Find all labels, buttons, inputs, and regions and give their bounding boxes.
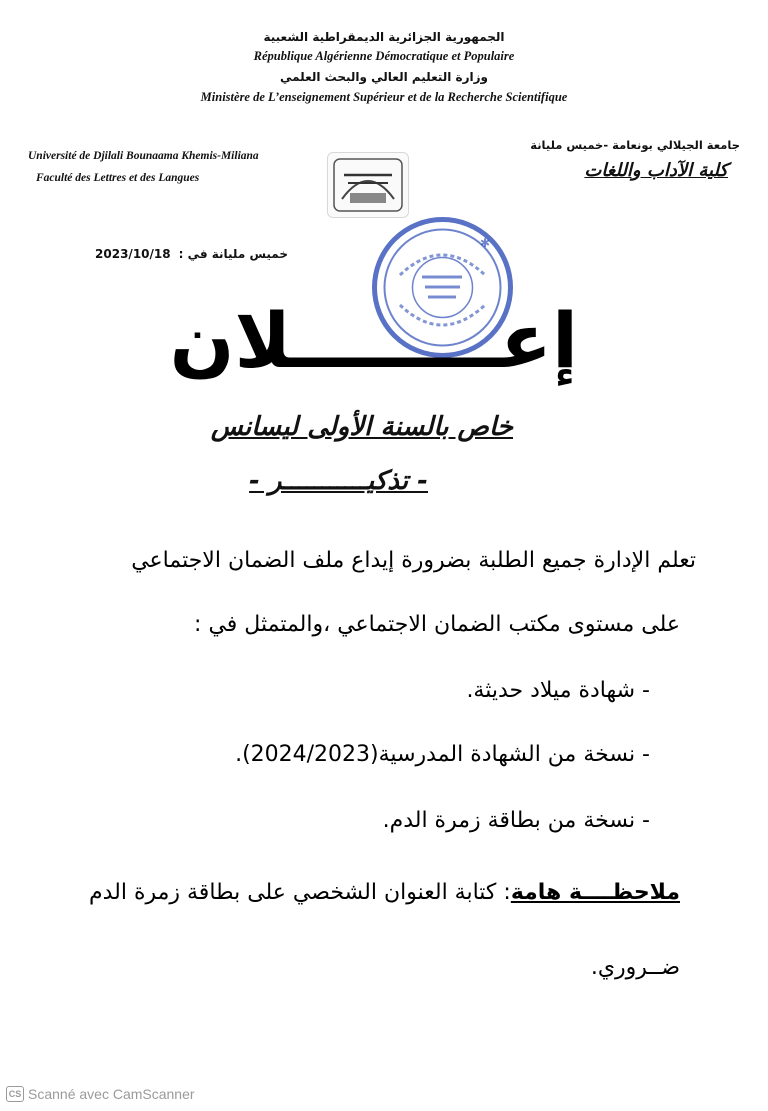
list-item: - نسخة من بطاقة زمرة الدم. [382, 808, 650, 833]
note-end: ضــروري. [590, 955, 680, 980]
svg-text:✱: ✱ [480, 236, 491, 250]
date-label: خميس مليانة في : [178, 247, 288, 261]
reminder-label: - تذكيـــــــــــر - [249, 466, 428, 496]
camscanner-watermark [6, 1086, 195, 1102]
subtitle: خاص بالسنة الأولى ليسانس [210, 412, 513, 442]
faculty-name-ar: كلية الآداب واللغات [584, 160, 728, 181]
date-line [95, 247, 288, 261]
header-republic-ar: الجمهورية الجزائرية الديمقراطية الشعبية [263, 30, 505, 44]
body-line-1: تعلم الإدارة جميع الطلبة بضرورة إيداع ملف الضمان الاجتماعي [131, 548, 696, 573]
university-logo [327, 152, 409, 218]
header-ministry-ar: وزارة التعليم العالي والبحث العلمي [279, 70, 489, 84]
body-line-2: على مستوى مكتب الضمان الاجتماعي ،والمتمثل في : [194, 612, 680, 637]
date-value: 2023/10/18 [95, 247, 171, 261]
list-item: - شهادة ميلاد حديثة. [466, 678, 650, 703]
note-text: : كتابة العنوان الشخصي على بطاقة زمرة الدم [88, 880, 511, 905]
faculty-name-fr: Faculté des Lettres et des Langues [36, 172, 200, 184]
page-title: إعــــــــلان [169, 296, 578, 385]
header-ministry-fr: Ministère de L’enseignement Supérieur et de la Recherche Scientifique [200, 90, 568, 104]
university-name-fr: Université de Djilali Bounaama Khemis-Miliana [28, 150, 259, 162]
camscanner-icon: CS [6, 1086, 24, 1102]
header-republic-fr: République Algérienne Démocratique et Populaire [253, 49, 515, 63]
note-label: ملاحظــــة هامة [510, 880, 680, 905]
camscanner-text: Scanné avec CamScanner [28, 1086, 195, 1102]
university-name-ar: جامعة الجيلالي بونعامة -خميس مليانة [530, 138, 740, 152]
note-line [89, 880, 680, 905]
list-item: - نسخة من الشهادة المدرسية(2024/2023). [235, 742, 650, 767]
